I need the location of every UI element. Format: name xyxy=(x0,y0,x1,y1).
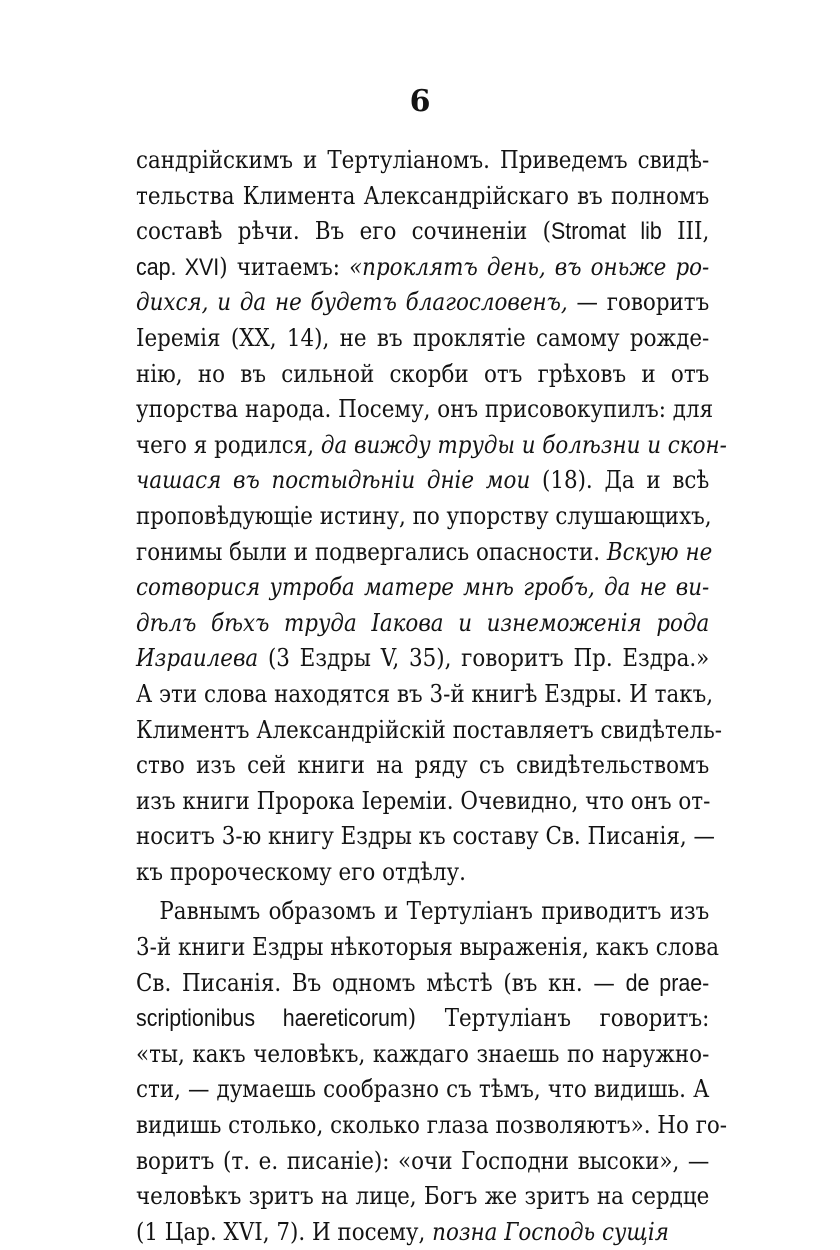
latin-text: Stromat lib xyxy=(550,218,662,246)
body-text xyxy=(136,143,728,1250)
text-line xyxy=(136,748,709,784)
text-line xyxy=(136,1072,709,1108)
text-segment: III, xyxy=(661,217,710,246)
paragraph xyxy=(136,143,727,890)
text-segment: къ пророческому его отдѣлу. xyxy=(136,857,466,886)
text-segment: (18). Да и всѣ xyxy=(530,466,710,495)
text-line xyxy=(136,463,709,499)
text-segment: «ты, какъ человѣкъ, каждаго знаешь по наружно- xyxy=(136,1039,710,1068)
italic-text: Вскую не xyxy=(606,537,713,566)
italic-text: дѣлъ бѣхъ труда Іакова и изнеможенія рода xyxy=(136,608,710,637)
text-line xyxy=(136,1215,709,1250)
text-segment: Равнымъ образомъ и Тертуліанъ приводитъ изъ xyxy=(159,897,710,926)
text-line xyxy=(136,428,727,464)
text-line xyxy=(136,784,709,820)
text-segment: Іеремія (XX, 14), не въ проклятіе самому рожде- xyxy=(136,323,710,352)
italic-text: сотворися утроба матере мнѣ гробъ, да не ви- xyxy=(136,573,710,602)
text-segment: тельства Климента Александрійскаго въ полномъ xyxy=(136,181,710,210)
page-number: 6 xyxy=(409,84,431,119)
text-segment: А эти слова находятся въ 3-й книгѣ Ездры. И такъ, xyxy=(136,679,714,708)
text-segment: ) читаемъ: xyxy=(219,252,350,281)
text-line xyxy=(136,214,709,250)
latin-text: de prae- xyxy=(625,969,710,997)
text-line xyxy=(136,250,709,286)
text-line xyxy=(136,285,709,321)
text-segment: носитъ 3-ю книгу Ездры къ составу Св. Писанія, — xyxy=(136,822,715,851)
text-line xyxy=(136,966,709,1002)
text-segment: упорства народа. Посему, онъ присовокупилъ: для xyxy=(136,395,714,424)
text-line xyxy=(136,1144,709,1180)
text-line xyxy=(136,677,714,713)
text-segment: ство изъ сей книги на ряду съ свидѣтельствомъ xyxy=(136,751,710,780)
text-segment: - xyxy=(702,146,710,174)
text-segment: (1 Цар. XVI, 7). И посему, xyxy=(136,1217,433,1246)
text-line xyxy=(136,1037,709,1073)
italic-text: «проклятъ день, въ оньже ро- xyxy=(349,252,710,281)
italic-text: чашася въ постыдѣніи дніе мои xyxy=(136,466,531,495)
text-line xyxy=(136,894,709,930)
text-line xyxy=(136,392,714,428)
latin-text: cap. XVI xyxy=(136,253,220,281)
text-segment: чего я родился, xyxy=(136,430,321,459)
text-segment: (3 Ездры V, 35), говоритъ Пр. Ездра.» xyxy=(258,644,710,673)
italic-text: да вижду труды и болѣзни и скон- xyxy=(320,430,727,459)
text-line xyxy=(136,499,712,535)
text-line xyxy=(136,143,709,179)
text-segment: нію, но въ сильной скорби отъ грѣховъ и отъ xyxy=(136,359,710,388)
text-segment: проповѣдующіе истину, по упорству слушающихъ, xyxy=(136,501,712,530)
text-segment: видишь столько, сколько глаза позволяютъ». Но го- xyxy=(136,1111,728,1140)
text-line xyxy=(136,321,709,357)
text-line xyxy=(136,713,722,749)
text-line xyxy=(136,1001,709,1037)
text-segment: Климентъ Александрійскій поставляетъ свидѣтель- xyxy=(136,715,722,744)
text-line xyxy=(136,570,709,606)
text-segment: воритъ (т. е. писаніе): «очи Господни высоки», — xyxy=(136,1146,710,1175)
text-segment: 3-й книги Ездры нѣкоторыя выраженія, какъ слова xyxy=(136,933,720,962)
text-line xyxy=(136,930,720,966)
paragraph xyxy=(136,894,728,1250)
text-line xyxy=(136,1179,709,1215)
text-segment: составѣ рѣчи. Въ его сочиненіи ( xyxy=(136,217,551,246)
text-line xyxy=(136,179,709,215)
text-line xyxy=(136,1108,728,1144)
text-line xyxy=(136,535,713,571)
text-line xyxy=(136,606,709,642)
text-segment: Св. Писанія. Въ одномъ мѣстѣ (въ кн. — xyxy=(136,968,626,997)
latin-text: scriptionibus haereticorum xyxy=(136,1005,408,1033)
italic-text: дихся, и да не будетъ благословенъ, xyxy=(136,288,568,317)
italic-text: позна Господь сущія xyxy=(432,1217,669,1246)
text-segment: ) Тертуліанъ говоритъ: xyxy=(407,1004,710,1033)
text-segment: человѣкъ зритъ на лице, Богъ же зритъ на сердце xyxy=(136,1182,710,1211)
text-line xyxy=(136,855,709,891)
text-segment: сандрійскимъ и Тертуліаномъ. Приведемъ свид xyxy=(136,146,690,174)
text-segment: — говоритъ xyxy=(567,288,710,317)
text-segment: сти, — думаешь сообразно съ тѣмъ, что видишь. А xyxy=(136,1075,710,1104)
text-line xyxy=(136,357,709,393)
text-line xyxy=(136,641,709,677)
text-segment: гонимы были и подвергались опасности. xyxy=(136,537,607,566)
text-segment: изъ книги Пророка Іереміи. Очевидно, что онъ от- xyxy=(136,786,711,815)
text-line xyxy=(136,819,715,855)
text-segment: ѣ xyxy=(689,146,703,174)
italic-text: Израилева xyxy=(136,644,259,673)
